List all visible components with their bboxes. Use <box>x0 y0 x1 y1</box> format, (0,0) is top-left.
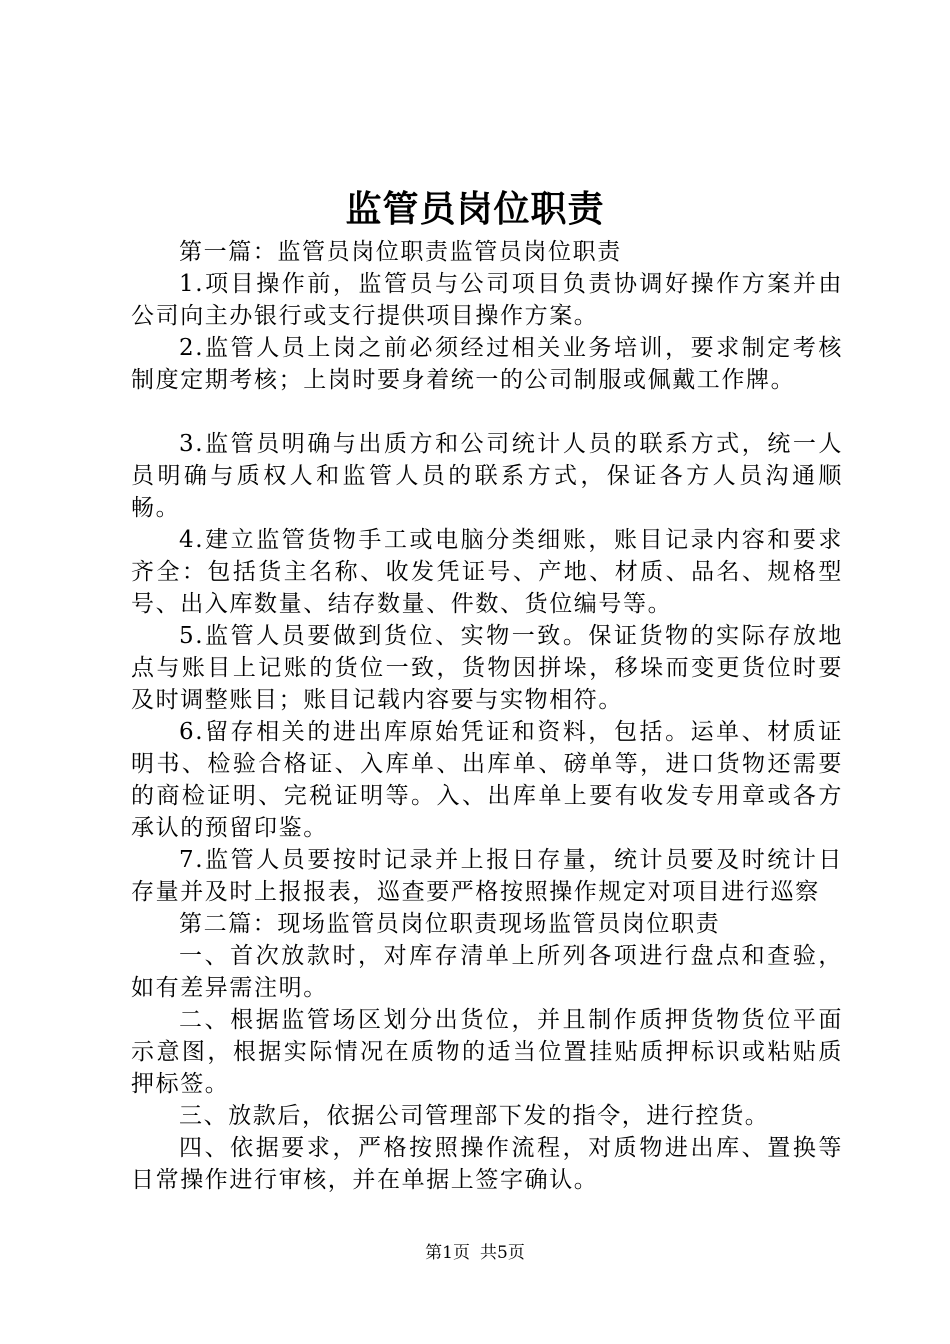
document-title: 监管员岗位职责 <box>345 188 605 230</box>
paragraph-item-5: 5.监管人员要做到货位、实物一致。保证货物的实际存放地点与账目上记账的货位一致，货物因拼垛，移垛而变更货位时要及时调整账目；账目记载内容要与实物相符。 <box>131 623 843 713</box>
paragraph-item-6: 6.留存相关的进出库原始凭证和资料，包括。运单、材质证明书、检验合格证、入库单、出库单、磅单等，进口货物还需要的商检证明、完税证明等。入、出库单上要有收发专用章或各方承认的预留印鉴。 <box>131 719 843 841</box>
paragraph-item-2: 2.监管人员上岗之前必须经过相关业务培训，要求制定考核制度定期考核；上岗时要身着统一的公司制服或佩戴工作牌。 <box>131 335 843 393</box>
paragraph-item-3: 3.监管员明确与出质方和公司统计人员的联系方式，统一人员明确与质权人和监管人员的联系方式，保证各方人员沟通顺畅。 <box>131 431 843 521</box>
section-heading-part-two: 第二篇：现场监管员岗位职责现场监管员岗位职责 <box>179 911 721 937</box>
document-body <box>131 236 843 1196</box>
paragraph-duty-1: 一、首次放款时，对库存清单上所列各项进行盘点和查验，如有差异需注明。 <box>131 943 843 1001</box>
paragraph-item-1: 1.项目操作前，监管员与公司项目负责协调好操作方案并由公司向主办银行或支行提供项目操作方案。 <box>131 271 843 329</box>
paragraph-duty-3: 三、放款后，依据公司管理部下发的指令，进行控货。 <box>179 1103 770 1129</box>
paragraph-duty-2: 二、根据监管场区划分出货位，并且制作质押货物货位平面示意图，根据实际情况在质物的适当位置挂贴质押标识或粘贴质押标签。 <box>131 1007 843 1097</box>
paragraph-item-4: 4.建立监管货物手工或电脑分类细账，账目记录内容和要求齐全：包括货主名称、收发凭证号、产地、材质、品名、规格型号、出入库数量、结存数量、件数、货位编号等。 <box>131 527 843 617</box>
page-footer <box>0 1241 950 1265</box>
paragraph-duty-4: 四、依据要求，严格按照操作流程，对质物进出库、置换等日常操作进行审核，并在单据上签字确认。 <box>131 1135 843 1193</box>
paragraph-item-7: 7.监管人员要按时记录并上报日存量，统计员要及时统计日存量并及时上报报表，巡查要严格按照操作规定对项目进行巡察 <box>131 847 843 905</box>
page-total: 共5页 <box>480 1243 525 1263</box>
section-heading-part-one: 第一篇：监管员岗位职责监管员岗位职责 <box>179 239 622 265</box>
page-number: 第1页 <box>425 1243 470 1263</box>
